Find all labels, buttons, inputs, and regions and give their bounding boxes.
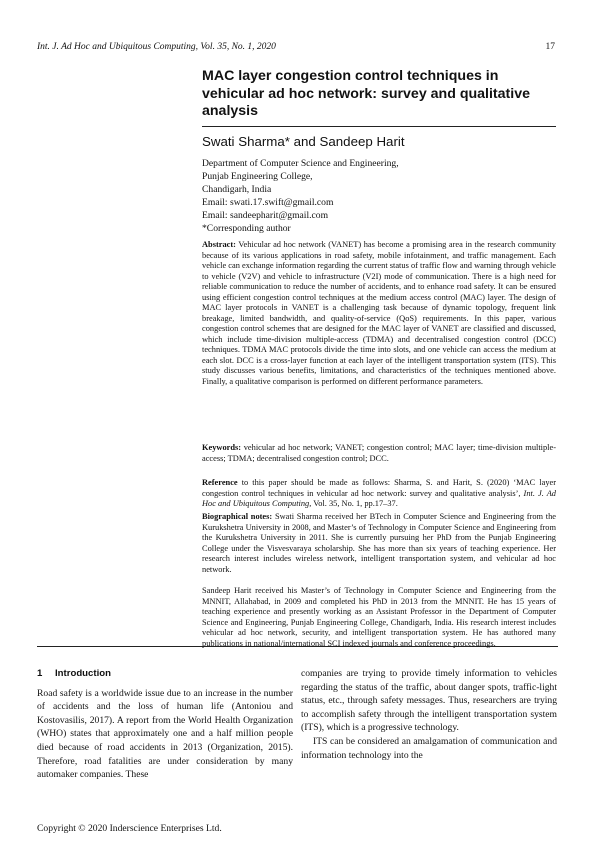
reference-text: to this paper should be made as follows: Sharma, S. and Harit, S. (2020) ‘MAC layer congestion control techniques in vehicular ad hoc network: survey and qualitative analysis’, [202,478,557,498]
section-heading [37,667,293,681]
page-number: 17 [545,42,555,52]
biographical-notes [202,512,556,575]
section-number: 1 [37,668,43,679]
intro-right-column [301,667,557,762]
intro-paragraph-continued: companies are trying to provide timely information to vehicles regarding the status of the traffic, about danger spots, traffic-light status, etc., through safety messages. Thus, researchers are trying to accomplish safety through the intelligent transportation system (ITS), which is a progressive technology. [301,668,557,734]
author-names: Swati Sharma* and Sandeep Harit [202,134,405,149]
email-line: Email: sandeepharit@gmail.com [202,210,329,221]
affiliation-block [202,157,556,235]
keywords [202,443,556,464]
affiliation-line: Chandigarh, India [202,184,272,195]
bio-label: Biographical notes: [202,512,273,521]
bio-sharma: Swati Sharma received her BTech in Computer Science and Engineering from the Kurukshetra University in 2008, and Master’s of Technology in Computer Science and Engineering from the Kurukshetra University in 2011. She is currently pursuing her PhD from the Punjab Engineering College under the Visvesvaraya scholarship. She has more than six years of teaching experience. Her research interest includes wireless network, intelligent transportation system, and vehicular ad hoc network. [202,512,556,574]
running-header [37,42,555,52]
citation-reference [202,478,556,510]
abstract [202,240,556,387]
affiliation-line: Punjab Engineering College, [202,171,313,182]
corresponding-author-note: *Corresponding author [202,223,291,234]
reference-journal: Int. J. Ad Hoc and Ubiquitous Computing [202,488,556,508]
intro-paragraph-its: ITS can be considered an amalgamation of communication and information technology into the [301,735,557,761]
intro-paragraph: Road safety is a worldwide issue due to an increase in the number of accidents and the loss of human life (Antoniou and Kostovasilis, 2017). A report from the World Health Organization (WHO) states that approximately one and a half million people died because of road accidents in 2013 (Organization, 2015). Therefore, road fatalities are under consideration by many automaker companies. These [37,687,293,781]
abstract-label: Abstract: [202,240,236,249]
section-title: Introduction [55,668,111,679]
keywords-label: Keywords: [202,443,242,452]
affiliation-line: Department of Computer Science and Engineering, [202,158,399,169]
article-title: MAC layer congestion control techniques in vehicular ad hoc network: survey and qualitative analysis [202,68,530,119]
keywords-text: vehicular ad hoc network; VANET; congestion control; MAC layer; time-division multiple-access; TDMA; decentralised congestion control; DCC. [202,443,557,463]
journal-citation: Int. J. Ad Hoc and Ubiquitous Computing, Vol. 35, No. 1, 2020 [37,42,276,52]
intro-left-column [37,667,293,782]
reference-tail: , Vol. 35, No. 1, pp.17–37. [309,499,398,508]
abstract-text: Vehicular ad hoc network (VANET) has become a promising area in the research community because of its various applications in road safety, mobile infotainment, and traffic management. Each vehicle can exchange information regarding the current status of traffic flow and warning through vehicle to vehicle (V2V) and vehicle to infrastructure (V2I) mode of communication. There is a high need for reliable communication to reduce the number of accidents, and to enhance road safety. It can be ensured using efficient congestion control techniques at the medium access control (MAC) layer. The design of MAC layer protocols in VANET is a challenging task because of dynamic topology, frequent link breakage, limited bandwidth, and quality-of-service (QoS) requirements. In this paper, various congestion control schemes that are designed for the MAC layer of VANET are classified and discussed, which include time-division multiple-access (TDMA) and decentralised congestion control (DCC) techniques. TDMA MAC protocols divide the time into slots, and one vehicle can access the medium at each slot. DCC is a cross-layer function at each layer of the intelligent transportation system (ITS). This study discusses various benefits, limitations, and characteristics of the techniques mentioned above. Finally, a qualitative comparison is performed on different performance parameters. [202,240,556,386]
title-rule [202,126,556,127]
copyright-notice: Copyright © 2020 Inderscience Enterprises Ltd. [37,823,222,834]
bio-harit: Sandeep Harit received his Master’s of Technology in Computer Science and Engineering from the MNNIT, Allahabad, in 2009 and completed his PhD in 2013 from the MNNIT. He has 15 years of teaching experience and presently working as an Assistant Professor in the Department of Computer Science and Engineering, Punjab Engineering College, Chandigarh, India. His research interest includes vehicular ad hoc network, security, and intelligent transportation system. He has authored many publications in national/international SCI indexed journals and conference proceedings. [202,586,556,648]
section-rule [37,646,558,647]
email-line: Email: swati.17.swift@gmail.com [202,197,334,208]
reference-label: Reference [202,478,238,487]
